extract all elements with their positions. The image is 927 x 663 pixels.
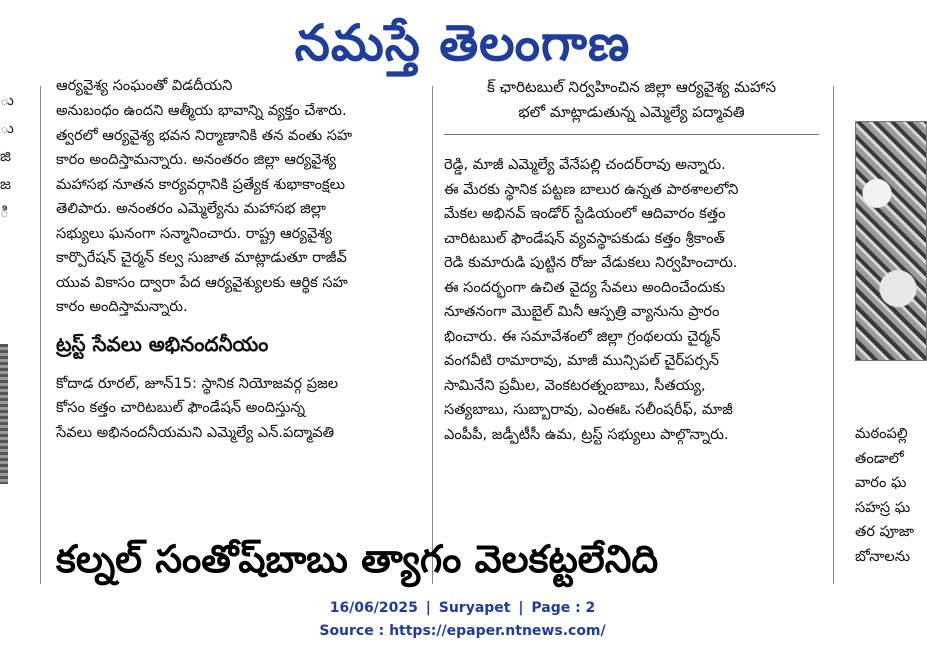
body-line: కార్పొరేషన్ చైర్మన్ కల్వ సుజాత మాట్లాడుతూ రాజీవ్ <box>56 249 347 266</box>
body-line: భించారు. ఈ సమావేశంలో జిల్లా గ్రంథలయ చైర్మన్ <box>444 327 721 345</box>
body-line: కోసం కత్తం చారిటబుల్ ఫౌండేషన్ అందిస్తున్న <box>56 399 305 416</box>
body-line: మఠంపల్లి <box>855 425 908 442</box>
cropped-line: ఆర్యవైశ్య సంఘంతో విడదీయని <box>56 77 233 94</box>
edge-text: జ <box>0 175 11 193</box>
body-line: చారిటబుల్ ఫౌండేషన్ వ్యవస్థాపకుడు కత్తం శ్రీకాంత్ <box>444 229 725 247</box>
sub-headline: ట్రస్ట్ సేవలు అభినందనీయం <box>56 331 269 356</box>
column-rule <box>833 86 834 584</box>
body-line: తర పూజా <box>855 523 915 540</box>
article-column-3 <box>855 422 925 569</box>
article-body <box>56 372 426 446</box>
main-headline: కల్నల్ సంతోష్‌బాబు త్యాగం వెలకట్టలేనిది <box>56 537 659 581</box>
body-line: తెలిపారు. అనంతరం ఎమ్మెల్యేను మహాసభ జిల్లా <box>56 200 326 217</box>
column-rule <box>432 86 433 584</box>
body-line: నూతనంగా మొబైల్ మినీ ఆస్పత్రి వ్యానును ప్రారం <box>444 303 720 320</box>
body-line: కారం అందిస్తామన్నారు. అనంతరం జిల్లా ఆర్యవైశ్య <box>56 151 337 168</box>
article-column-2 <box>444 78 819 447</box>
article-clip <box>0 77 925 584</box>
body-line: బోనాలను <box>855 547 911 565</box>
body-line: సేవలు అభినందనీయమని ఎమ్మెల్యే ఎన్.పద్మావతి <box>56 423 335 441</box>
body-line: ఎంపీపీ, జడ్పీటీసీ ఉమ, ట్రస్ట్ సభ్యులు పాల్గొన్నారు. <box>444 425 729 443</box>
article-body <box>56 99 426 320</box>
article-body <box>444 153 819 447</box>
caption-text: భలో మాట్లాడుతున్న ఎమ్మెల్యే పద్మావతి <box>518 103 745 121</box>
edition-info: 16/06/2025 | Suryapet | Page : 2 <box>329 600 596 616</box>
body-line: రెడ్డి, మాజీ ఎమ్మెల్యే వేనేపల్లి చందర్‌రావు అన్నారు. <box>444 156 726 173</box>
body-line: వారం ఘ <box>855 474 907 491</box>
newspaper-logo: నమస్తే తెలంగాణ <box>294 14 631 72</box>
cropped-line: క్ ఛారిటబుల్ నిర్వహించిన జిల్లా ఆర్యవైశ్య మహాస <box>487 78 776 96</box>
photo-caption <box>444 78 819 135</box>
body-line: సభ్యులు ఘనంగా సన్మానించారు. రాష్ట్ర ఆర్యవైశ్య <box>56 224 332 242</box>
body-line: సామినేని ప్రమీల, వెంకటరత్నంబాబు, సీతయ్య, <box>444 376 706 394</box>
edition-name: Suryapet <box>438 600 511 616</box>
body-line: ఈ సందర్భంగా ఉచిత వైద్య సేవలు అందించేందుకు <box>444 278 726 296</box>
column-rule <box>40 86 41 584</box>
edge-text: ు <box>0 119 14 137</box>
body-line: తండాలో <box>855 449 904 467</box>
edge-text: జి <box>0 147 11 165</box>
body-line: సత్యబాబు, సుబ్బారావు, ఎంఈఓ సలీంషరీఫ్, మాజీ <box>444 401 733 418</box>
body-line: వంగవీటి రామారావు, మాజీ మున్సిపల్ చైర్‌పర్సన్ <box>444 352 720 369</box>
edge-text: ి <box>0 203 9 221</box>
body-line: కారం అందిస్తామన్నారు. <box>56 298 188 315</box>
source-link[interactable]: Source : https://epaper.ntnews.com/ <box>319 623 606 639</box>
adjacent-column-left-edge <box>0 86 14 584</box>
body-line: కోదాడ రూరల్, జూన్15: స్థానిక నియోజవర్గ ప్రజల <box>56 374 339 392</box>
page-number: Page : 2 <box>531 600 596 616</box>
adjacent-photo-edge <box>0 344 8 484</box>
body-line: మహాసభ నూతన కార్యవర్గానికి ప్రత్యేక శుభాకాంక్షలు <box>56 175 345 193</box>
body-line: సహస్ర ఘ <box>855 498 911 516</box>
body-line: ఈ మేరకు స్థానిక పట్టణ బాలుర ఉన్నత పాఠశాలలోని <box>444 180 739 198</box>
body-line: రెడి కుమారుడి పుట్టిన రోజు వేడుకలు నిర్వహించారు. <box>444 254 738 271</box>
clip-footer <box>0 597 925 643</box>
edition-date: 16/06/2025 <box>329 600 418 616</box>
body-line: మేకల అభినవ్ ఇండోర్ స్టేడియంలో ఆదివారం కత్తం <box>444 205 726 222</box>
body-line: యువ వికాసం ద్వారా పేద ఆర్యవైశ్యులకు ఆర్థిక సహ <box>56 273 348 291</box>
body-line: త్వరలో ఆర్యవైశ్య భవన నిర్మాణానికి తన వంతు సహ <box>56 126 353 144</box>
news-photo <box>855 121 927 361</box>
edge-text: ు <box>0 91 14 109</box>
body-line: అనుబంధం ఉందని ఆత్మీయ భావాన్ని వ్యక్తం చేశారు. <box>56 102 347 119</box>
article-column-1 <box>56 77 426 445</box>
